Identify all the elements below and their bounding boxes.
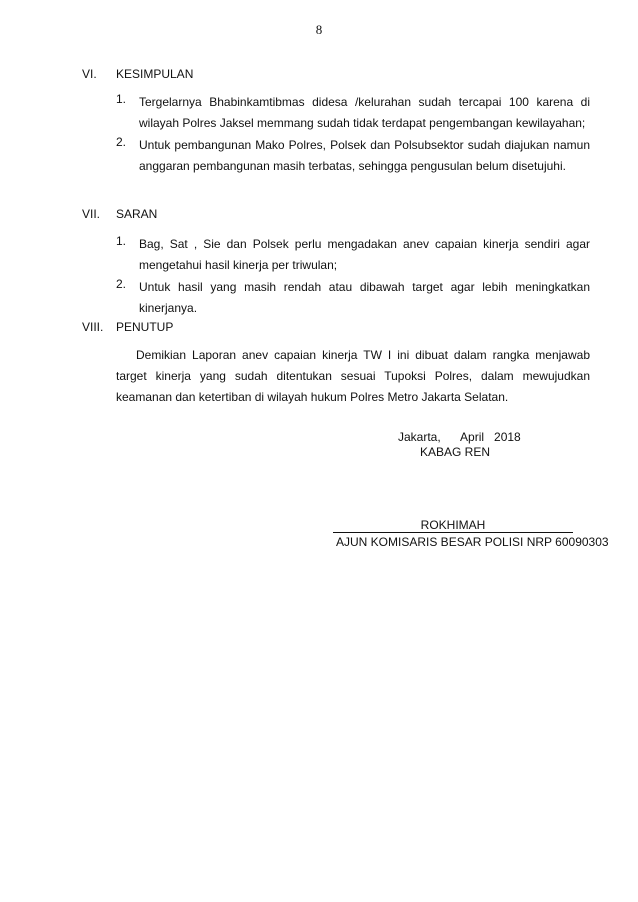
section-number: VIII. xyxy=(82,320,104,334)
closing-paragraph: Demikian Laporan anev capaian kinerja TW I ini dibuat dalam rangka menjawab target kinerja yang sudah ditentukan sesuai Tupoksi Polres, dalam mewujudkan keamanan dan ketertiban di wilayah hukum Polres Metro Jakarta Selatan. xyxy=(116,348,590,404)
place-date: Jakarta, April 2018 xyxy=(398,430,521,444)
list-item-text: Bag, Sat , Sie dan Polsek perlu mengadakan anev capaian kinerja sendiri agar mengetahui hasil kinerja per triwulan; xyxy=(139,237,590,272)
section-title: PENUTUP xyxy=(116,320,174,334)
list-item-text: Untuk pembangunan Mako Polres, Polsek dan Polsubsektor sudah diajukan namun anggaran pembangunan masih terbatas, sehingga pengusulan belum disetujuhi. xyxy=(139,138,590,173)
signer-rank: AJUN KOMISARIS BESAR POLISI NRP 60090303 xyxy=(336,535,609,549)
section-number: VI. xyxy=(82,67,97,81)
signer-role: KABAG REN xyxy=(420,445,491,459)
list-item-number: 1. xyxy=(116,92,127,106)
list-item-text: Tergelarnya Bhabinkamtibmas didesa /kelurahan sudah tercapai 100 karena di wilayah Polres Jaksel memmang sudah tidak terdapat pengembangan kewilayahan; xyxy=(139,95,590,130)
list-item-text: Untuk hasil yang masih rendah atau dibawah target agar lebih meningkatkan kinerjanya. xyxy=(139,280,590,315)
list-item-number: 1. xyxy=(116,234,127,248)
signer-name: ROKHIMAH xyxy=(333,518,573,533)
section-title: SARAN xyxy=(116,207,158,221)
page-number: 8 xyxy=(315,22,323,37)
section-number: VII. xyxy=(82,207,101,221)
list-item-number: 2. xyxy=(116,277,127,291)
section-title: KESIMPULAN xyxy=(116,67,194,81)
list-item-number: 2. xyxy=(116,135,127,149)
